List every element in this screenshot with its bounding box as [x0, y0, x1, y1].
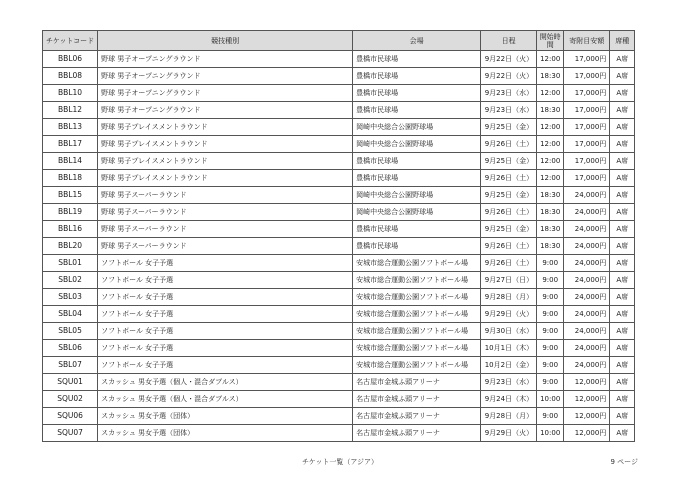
- cell-venue: 豊橋市民球場: [353, 238, 481, 255]
- cell-time: 10:00: [537, 425, 564, 442]
- cell-venue: 岡崎中央総合公園野球場: [353, 187, 481, 204]
- cell-venue: 豊橋市民球場: [353, 170, 481, 187]
- cell-sport: ソフトボール 女子予選: [98, 272, 353, 289]
- cell-venue: 豊橋市民球場: [353, 85, 481, 102]
- cell-sport: ソフトボール 女子予選: [98, 255, 353, 272]
- table-row: [43, 238, 635, 255]
- cell-venue: 名古屋市金城ふ頭アリーナ: [353, 425, 481, 442]
- cell-venue: 安城市総合運動公園ソフトボール場: [353, 323, 481, 340]
- header-venue: 会場: [353, 31, 481, 51]
- cell-price: 24,000円: [564, 306, 610, 323]
- cell-time: 12:00: [537, 119, 564, 136]
- cell-code: SBL01: [43, 255, 98, 272]
- cell-price: 24,000円: [564, 221, 610, 238]
- cell-sport: 野球 男子プレイスメントラウンド: [98, 136, 353, 153]
- cell-code: SBL02: [43, 272, 98, 289]
- cell-time: 10:00: [537, 391, 564, 408]
- page-number: 9 ページ: [610, 458, 638, 466]
- cell-date: 9月26日（土）: [481, 136, 537, 153]
- cell-sport: ソフトボール 女子予選: [98, 323, 353, 340]
- cell-price: 17,000円: [564, 68, 610, 85]
- cell-sport: 野球 男子スーパーラウンド: [98, 204, 353, 221]
- cell-seat: A席: [610, 238, 635, 255]
- cell-venue: 豊橋市民球場: [353, 51, 481, 68]
- cell-time: 9:00: [537, 323, 564, 340]
- cell-seat: A席: [610, 255, 635, 272]
- cell-time: 9:00: [537, 306, 564, 323]
- cell-sport: 野球 男子オープニングラウンド: [98, 68, 353, 85]
- cell-code: SQU01: [43, 374, 98, 391]
- cell-venue: 豊橋市民球場: [353, 102, 481, 119]
- cell-seat: A席: [610, 51, 635, 68]
- cell-date: 9月28日（月）: [481, 289, 537, 306]
- cell-sport: 野球 男子プレイスメントラウンド: [98, 170, 353, 187]
- cell-price: 17,000円: [564, 51, 610, 68]
- cell-seat: A席: [610, 102, 635, 119]
- cell-sport: スカッシュ 男女予選（個人・混合ダブルス）: [98, 374, 353, 391]
- cell-date: 10月1日（木）: [481, 340, 537, 357]
- cell-seat: A席: [610, 85, 635, 102]
- cell-seat: A席: [610, 153, 635, 170]
- cell-venue: 岡崎中央総合公園野球場: [353, 204, 481, 221]
- cell-sport: 野球 男子オープニングラウンド: [98, 102, 353, 119]
- cell-seat: A席: [610, 340, 635, 357]
- table-row: [43, 340, 635, 357]
- table-row: [43, 374, 635, 391]
- cell-code: SBL07: [43, 357, 98, 374]
- cell-price: 24,000円: [564, 323, 610, 340]
- cell-price: 24,000円: [564, 340, 610, 357]
- cell-date: 9月25日（金）: [481, 153, 537, 170]
- cell-sport: 野球 男子オープニングラウンド: [98, 51, 353, 68]
- cell-seat: A席: [610, 408, 635, 425]
- cell-sport: スカッシュ 男女予選（団体）: [98, 425, 353, 442]
- cell-code: BBL14: [43, 153, 98, 170]
- cell-price: 12,000円: [564, 391, 610, 408]
- cell-date: 9月25日（金）: [481, 119, 537, 136]
- cell-venue: 安城市総合運動公園ソフトボール場: [353, 272, 481, 289]
- cell-sport: 野球 男子スーパーラウンド: [98, 187, 353, 204]
- cell-code: BBL19: [43, 204, 98, 221]
- cell-seat: A席: [610, 323, 635, 340]
- cell-venue: 安城市総合運動公園ソフトボール場: [353, 340, 481, 357]
- cell-price: 12,000円: [564, 425, 610, 442]
- cell-date: 9月30日（水）: [481, 323, 537, 340]
- cell-code: BBL18: [43, 170, 98, 187]
- cell-date: 9月26日（土）: [481, 170, 537, 187]
- cell-date: 9月29日（火）: [481, 306, 537, 323]
- header-time: 開始時間: [537, 31, 564, 51]
- table-row: [43, 85, 635, 102]
- cell-price: 24,000円: [564, 204, 610, 221]
- cell-time: 18:30: [537, 221, 564, 238]
- cell-code: BBL17: [43, 136, 98, 153]
- cell-venue: 名古屋市金城ふ頭アリーナ: [353, 408, 481, 425]
- table-row: [43, 153, 635, 170]
- cell-code: BBL06: [43, 51, 98, 68]
- cell-time: 12:00: [537, 136, 564, 153]
- table-body: [43, 51, 635, 442]
- cell-time: 9:00: [537, 374, 564, 391]
- cell-sport: ソフトボール 女子予選: [98, 289, 353, 306]
- cell-seat: A席: [610, 272, 635, 289]
- cell-time: 12:00: [537, 51, 564, 68]
- cell-venue: 豊橋市民球場: [353, 68, 481, 85]
- cell-price: 17,000円: [564, 119, 610, 136]
- cell-price: 12,000円: [564, 408, 610, 425]
- cell-seat: A席: [610, 136, 635, 153]
- cell-seat: A席: [610, 391, 635, 408]
- header-seat: 席種: [610, 31, 635, 51]
- cell-seat: A席: [610, 374, 635, 391]
- cell-time: 9:00: [537, 408, 564, 425]
- cell-date: 9月29日（火）: [481, 425, 537, 442]
- table-row: [43, 51, 635, 68]
- cell-code: BBL20: [43, 238, 98, 255]
- cell-price: 12,000円: [564, 374, 610, 391]
- cell-date: 9月22日（火）: [481, 68, 537, 85]
- cell-time: 18:30: [537, 187, 564, 204]
- cell-sport: ソフトボール 女子予選: [98, 340, 353, 357]
- cell-venue: 安城市総合運動公園ソフトボール場: [353, 255, 481, 272]
- cell-sport: スカッシュ 男女予選（個人・混合ダブルス）: [98, 391, 353, 408]
- header-sport: 競技種別: [98, 31, 353, 51]
- cell-sport: 野球 男子スーパーラウンド: [98, 221, 353, 238]
- cell-seat: A席: [610, 221, 635, 238]
- cell-seat: A席: [610, 289, 635, 306]
- table-row: [43, 204, 635, 221]
- cell-seat: A席: [610, 119, 635, 136]
- header-code: チケットコード: [43, 31, 98, 51]
- cell-time: 9:00: [537, 255, 564, 272]
- table-row: [43, 323, 635, 340]
- cell-date: 9月23日（水）: [481, 374, 537, 391]
- cell-date: 9月26日（土）: [481, 255, 537, 272]
- cell-code: SBL03: [43, 289, 98, 306]
- cell-price: 17,000円: [564, 136, 610, 153]
- cell-venue: 安城市総合運動公園ソフトボール場: [353, 306, 481, 323]
- cell-code: SBL04: [43, 306, 98, 323]
- cell-date: 9月26日（土）: [481, 204, 537, 221]
- cell-venue: 安城市総合運動公園ソフトボール場: [353, 357, 481, 374]
- table-row: [43, 136, 635, 153]
- table-row: [43, 119, 635, 136]
- table-row: [43, 391, 635, 408]
- cell-date: 9月28日（月）: [481, 408, 537, 425]
- cell-venue: 豊橋市民球場: [353, 153, 481, 170]
- cell-date: 9月25日（金）: [481, 221, 537, 238]
- cell-date: 9月23日（水）: [481, 85, 537, 102]
- cell-venue: 安城市総合運動公園ソフトボール場: [353, 289, 481, 306]
- cell-date: 9月25日（金）: [481, 187, 537, 204]
- cell-venue: 名古屋市金城ふ頭アリーナ: [353, 374, 481, 391]
- cell-venue: 岡崎中央総合公園野球場: [353, 119, 481, 136]
- cell-seat: A席: [610, 170, 635, 187]
- cell-seat: A席: [610, 187, 635, 204]
- header-price: 寄附目安額: [564, 31, 610, 51]
- table-row: [43, 306, 635, 323]
- cell-code: SQU07: [43, 425, 98, 442]
- cell-price: 24,000円: [564, 187, 610, 204]
- cell-time: 9:00: [537, 357, 564, 374]
- cell-time: 18:30: [537, 238, 564, 255]
- cell-price: 17,000円: [564, 153, 610, 170]
- cell-time: 18:30: [537, 102, 564, 119]
- footer-title: チケット一覧（アジア）: [301, 458, 379, 466]
- cell-sport: 野球 男子スーパーラウンド: [98, 238, 353, 255]
- ticket-table: [42, 30, 635, 442]
- cell-price: 24,000円: [564, 289, 610, 306]
- cell-time: 18:30: [537, 68, 564, 85]
- cell-code: BBL16: [43, 221, 98, 238]
- cell-date: 10月2日（金）: [481, 357, 537, 374]
- cell-seat: A席: [610, 306, 635, 323]
- cell-date: 9月27日（日）: [481, 272, 537, 289]
- cell-price: 24,000円: [564, 238, 610, 255]
- cell-venue: 豊橋市民球場: [353, 221, 481, 238]
- table-row: [43, 68, 635, 85]
- cell-code: BBL13: [43, 119, 98, 136]
- cell-seat: A席: [610, 68, 635, 85]
- table-row: [43, 221, 635, 238]
- table-row: [43, 255, 635, 272]
- table-row: [43, 357, 635, 374]
- cell-time: 12:00: [537, 170, 564, 187]
- cell-sport: ソフトボール 女子予選: [98, 306, 353, 323]
- cell-code: SBL05: [43, 323, 98, 340]
- cell-time: 9:00: [537, 289, 564, 306]
- cell-time: 9:00: [537, 272, 564, 289]
- cell-code: SBL06: [43, 340, 98, 357]
- cell-price: 17,000円: [564, 170, 610, 187]
- cell-time: 12:00: [537, 85, 564, 102]
- table-row: [43, 408, 635, 425]
- cell-code: BBL08: [43, 68, 98, 85]
- cell-price: 24,000円: [564, 272, 610, 289]
- cell-date: 9月22日（火）: [481, 51, 537, 68]
- cell-time: 12:00: [537, 153, 564, 170]
- cell-seat: A席: [610, 357, 635, 374]
- cell-sport: 野球 男子プレイスメントラウンド: [98, 119, 353, 136]
- cell-price: 17,000円: [564, 85, 610, 102]
- cell-time: 18:30: [537, 204, 564, 221]
- cell-price: 24,000円: [564, 255, 610, 272]
- cell-sport: 野球 男子オープニングラウンド: [98, 85, 353, 102]
- cell-price: 24,000円: [564, 357, 610, 374]
- cell-date: 9月26日（土）: [481, 238, 537, 255]
- table-row: [43, 187, 635, 204]
- cell-time: 9:00: [537, 340, 564, 357]
- table-row: [43, 289, 635, 306]
- cell-code: SQU02: [43, 391, 98, 408]
- cell-date: 9月23日（水）: [481, 102, 537, 119]
- cell-code: BBL12: [43, 102, 98, 119]
- cell-code: BBL10: [43, 85, 98, 102]
- table-row: [43, 425, 635, 442]
- cell-sport: ソフトボール 女子予選: [98, 357, 353, 374]
- cell-seat: A席: [610, 425, 635, 442]
- cell-code: SQU06: [43, 408, 98, 425]
- table-row: [43, 102, 635, 119]
- cell-venue: 名古屋市金城ふ頭アリーナ: [353, 391, 481, 408]
- cell-price: 17,000円: [564, 102, 610, 119]
- table-header-row: [43, 31, 635, 51]
- cell-sport: 野球 男子プレイスメントラウンド: [98, 153, 353, 170]
- cell-sport: スカッシュ 男女予選（団体）: [98, 408, 353, 425]
- cell-seat: A席: [610, 204, 635, 221]
- cell-date: 9月24日（木）: [481, 391, 537, 408]
- table-row: [43, 170, 635, 187]
- cell-code: BBL15: [43, 187, 98, 204]
- cell-venue: 岡崎中央総合公園野球場: [353, 136, 481, 153]
- table-row: [43, 272, 635, 289]
- header-date: 日程: [481, 31, 537, 51]
